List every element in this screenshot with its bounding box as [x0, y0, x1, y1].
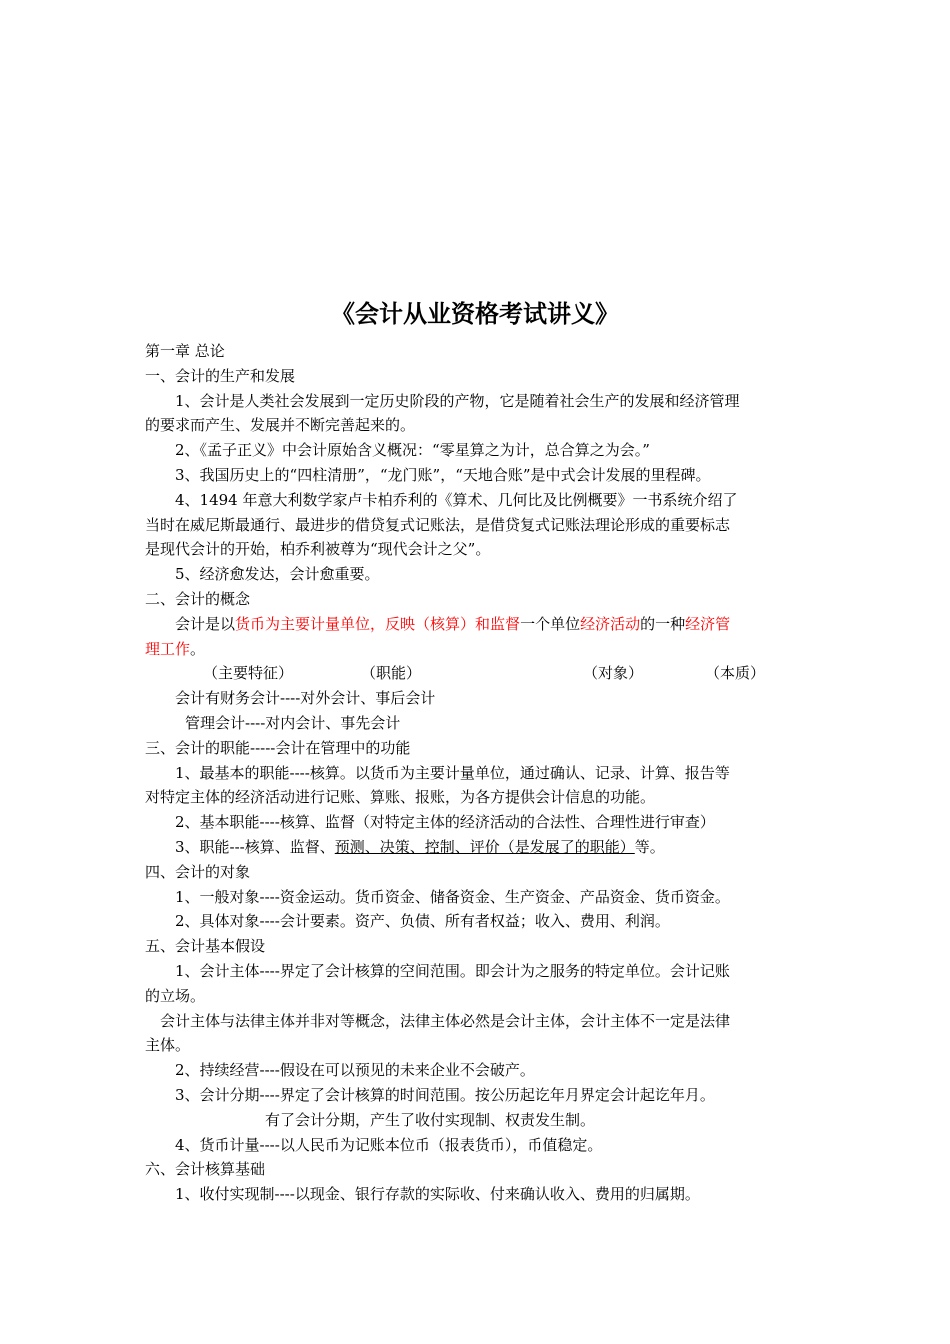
- chapter-heading: 第一章 总论: [145, 342, 225, 360]
- underlined-text: 预测、决策、控制、评价（是发展了的职能）: [334, 837, 635, 856]
- section-heading: 五、会计基本假设: [145, 937, 266, 956]
- definition-emphasis: ，: [370, 614, 386, 633]
- annotation-function: （职能）: [361, 664, 422, 683]
- definition-emphasis: 货币为主要计量单位: [235, 614, 371, 633]
- paragraph: 有了会计分期，产生了收付实现制、权责发生制。: [265, 1110, 596, 1129]
- paragraph: 1、一般对象----资金运动。货币资金、储备资金、生产资金、产品资金、货币资金。: [175, 887, 730, 906]
- paragraph: 2、《孟子正义》中会计原始含义概况：“零星算之为计，总合算之为会。”: [175, 441, 650, 460]
- definition-line: [145, 612, 810, 637]
- document-title: 《会计从业资格考试讲义》: [331, 299, 619, 328]
- definition-emphasis: 经济活动: [580, 614, 641, 633]
- definition-text: 。: [190, 639, 206, 658]
- paragraph: 管理会计----对内会计、事先会计: [185, 713, 401, 732]
- definition-text: 的一种: [640, 614, 686, 633]
- paragraph-continuation: 主体。: [145, 1036, 191, 1055]
- paragraph: 5、经济愈发达，会计愈重要。: [175, 565, 380, 584]
- document-body: [145, 339, 810, 1207]
- section-heading: 四、会计的对象: [145, 862, 251, 881]
- paragraph-continuation: 当时在威尼斯最通行、最进步的借贷复式记账法，是借贷复式记账法理论形成的重要标志: [145, 515, 731, 534]
- definition-text: 会计是以: [175, 614, 236, 633]
- definition-text: 一个单位: [520, 614, 581, 633]
- paragraph: 会计主体与法律主体并非对等概念，法律主体必然是会计主体，会计主体不一定是法律: [160, 1011, 731, 1030]
- definition-annotations: [145, 661, 810, 686]
- paragraph-continuation: 对特定主体的经济活动进行记账、算账、报账，为各方提供会计信息的功能。: [145, 788, 656, 807]
- section-heading: 一、会计的生产和发展: [145, 366, 296, 385]
- paragraph-text: 等。: [634, 837, 665, 856]
- paragraph: 1、会计是人类社会发展到一定历史阶段的产物，它是随着社会生产的发展和经济管理: [175, 391, 740, 410]
- paragraph: 2、基本职能----核算、监督（对特定主体的经济活动的合法性、合理性进行审查）: [175, 813, 715, 832]
- paragraph-continuation: 的立场。: [145, 986, 206, 1005]
- section-heading: 三、会计的职能-----会计在管理中的功能: [145, 738, 411, 757]
- paragraph-continuation: 是现代会计的开始，柏乔利被尊为“现代会计之父”。: [145, 540, 491, 559]
- paragraph: [145, 835, 810, 860]
- paragraph: 3、我国历史上的“四柱清册”，“龙门账”，“天地合账”是中式会计发展的里程碑。: [175, 465, 711, 484]
- annotation-essence: （本质）: [705, 664, 766, 683]
- paragraph: 2、具体对象----会计要素。资产、负债、所有者权益；收入、费用、利润。: [175, 912, 670, 931]
- paragraph-continuation: 的要求而产生、发展并不断完善起来的。: [145, 416, 416, 435]
- definition-emphasis: 反映（核算）和监督: [385, 614, 521, 633]
- section-heading: 六、会计核算基础: [145, 1160, 266, 1179]
- definition-line-continuation: [145, 637, 810, 662]
- annotation-main-feature: （主要特征）: [203, 664, 294, 683]
- paragraph: 1、最基本的职能----核算。以货币为主要计量单位，通过确认、记录、计算、报告等: [175, 763, 730, 782]
- paragraph-text: 3、职能---核算、监督、: [175, 837, 335, 856]
- paragraph: 4、1494 年意大利数学家卢卡柏乔利的《算术、几何比及比例概要》一书系统介绍了: [175, 490, 738, 509]
- annotation-object: （对象）: [583, 664, 644, 683]
- paragraph: 1、会计主体----界定了会计核算的空间范围。即会计为之服务的特定单位。会计记账: [175, 961, 730, 980]
- paragraph: 会计有财务会计----对外会计、事后会计: [175, 689, 436, 708]
- paragraph: 3、会计分期----界定了会计核算的时间范围。按公历起讫年月界定会计起讫年月。: [175, 1085, 715, 1104]
- paragraph: 2、持续经营----假设在可以预见的未来企业不会破产。: [175, 1061, 535, 1080]
- definition-emphasis: 经济管: [685, 614, 731, 633]
- section-heading: 二、会计的概念: [145, 589, 251, 608]
- paragraph: 4、货币计量----以人民币为记账本位币（报表货币），币值稳定。: [175, 1135, 603, 1154]
- definition-emphasis: 理工作: [145, 639, 191, 658]
- paragraph: 1、收付实现制----以现金、银行存款的实际收、付来确认收入、费用的归属期。: [175, 1185, 700, 1204]
